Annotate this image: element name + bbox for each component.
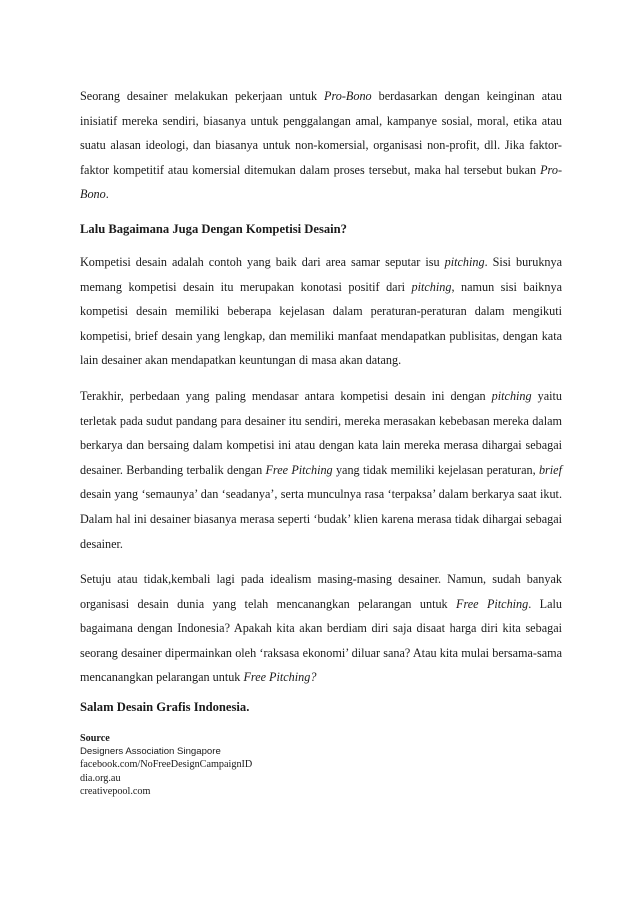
italic-text-run: Pro-Bono [80, 162, 562, 202]
text-run: , namun sisi baiknya kompetisi desain memiliki beberapa kejelasan dalam peraturan-peraturan dalam mengikuti kompetisi, brief desain yang lengkap, dan memiliki manfaat mendapatkan publisitas, dengan kata lain desainer akan mendapatkan keuntungan di masa akan datang. [80, 279, 562, 368]
body-paragraph-competition [80, 250, 562, 373]
italic-text-run: Pro-Bono [324, 89, 372, 103]
source-item: Designers Association Singapore [80, 746, 221, 758]
closing-statement: Salam Desain Grafis Indonesia. [80, 700, 250, 715]
source-item: dia.org.au [80, 772, 121, 784]
italic-text-run: pitching [491, 388, 532, 403]
italic-text-run: pitching [444, 254, 485, 269]
italic-text-run: Free Pitching [265, 462, 333, 477]
italic-text-run: Free Pitching [456, 596, 529, 611]
italic-text-run: pitching [411, 279, 452, 294]
text-run: Seorang desainer melakukan pekerjaan untuk [80, 89, 325, 103]
italic-text-run: brief [538, 462, 562, 477]
text-run: . [105, 187, 109, 202]
source-item: creativepool.com [80, 785, 151, 797]
text-run: yaitu terletak pada sudut pandang para desainer itu sendiri, mereka merasakan kebebasan mereka dalam berkarya dan bersaing dalam kompetisi ini atau dengan kata lain mereka merasa dihargai sebagai desainer. Berbanding terbalik dengan [80, 388, 562, 477]
text-run: . Sisi buruknya memang kompetisi desain itu merupakan konotasi positif dari [80, 254, 563, 294]
italic-text-run: Free Pitching? [243, 670, 317, 685]
body-paragraph-difference [80, 384, 562, 556]
source-block [80, 732, 562, 798]
text-run: Kompetisi desain adalah contoh yang baik dari area samar seputar isu [80, 254, 445, 269]
text-run: . Lalu bagaimana dengan Indonesia? Apakah kita akan berdiam diri saja disaat harga diri kita sebagai seorang desainer dipermainkan oleh ‘raksasa ekonomi’ diluar sana? Atau kita mulai bersama-sama mencanangkan pelarangan untuk [80, 596, 562, 685]
text-run: berdasarkan dengan keinginan atau inisiatif mereka sendiri, biasanya untuk penggalangan amal, kampanye sosial, moral, etika atau suatu alasan ideologi, dan biasanya untuk non-komersial, organisasi non-profit, dll. Jika faktor-faktor kompetitif atau komersial ditemukan dalam proses tersebut, maka hal tersebut bukan [80, 89, 562, 177]
section-heading: Lalu Bagaimana Juga Dengan Kompetisi Desain? [80, 221, 347, 236]
intro-paragraph [80, 84, 562, 207]
source-title: Source [80, 733, 110, 745]
text-run: Setuju atau tidak,kembali lagi pada idealism masing-masing desainer. Namun, sudah banyak organisasi desain dunia yang telah mencanangkan pelarangan untuk [80, 572, 562, 611]
body-paragraph-conclusion [80, 567, 562, 690]
source-item: facebook.com/NoFreeDesignCampaignID [80, 759, 253, 771]
text-run: desain yang ‘semaunya’ dan ‘seadanya’, serta munculnya rasa ‘terpaksa’ dalam berkarya saat ikut. Dalam hal ini desainer biasanya merasa seperti ‘budak’ klien karena merasa tidak dihargai sebagai desainer. [80, 487, 562, 551]
text-run: yang tidak memiliki kejelasan peraturan, [332, 462, 539, 477]
text-run: Terakhir, perbedaan yang paling mendasar antara kompetisi desain ini dengan [80, 388, 492, 403]
document-page [80, 84, 562, 798]
